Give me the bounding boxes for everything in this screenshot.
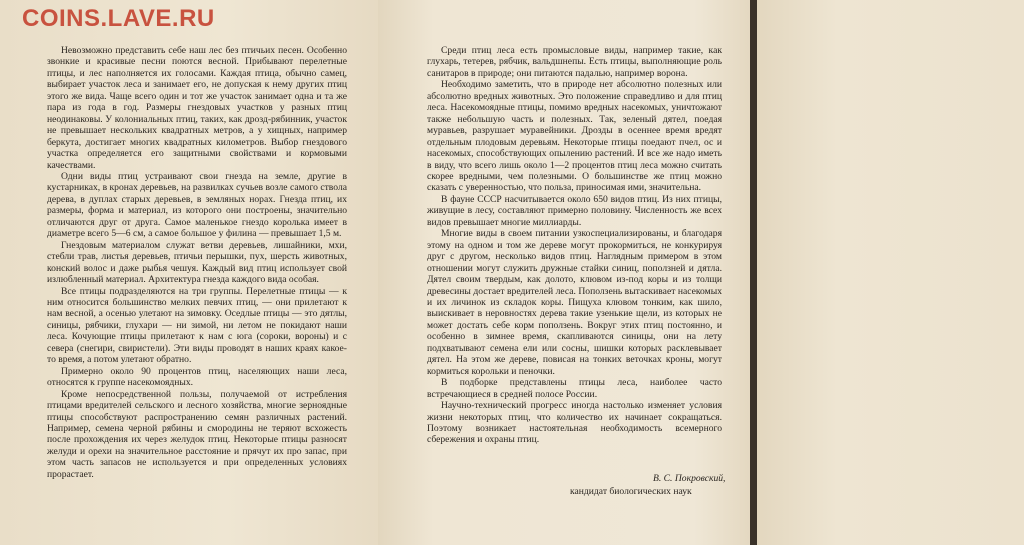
left-paragraph-1: Невозможно представить себе наш лес без птичьих песен. Особенно звонкие и красивые песни поются весной. Прибывают перелетные птицы, и лес наполняется их голосами. Каждая птица, обычно самец, выбирает участок леса и занимает его, не допуская к нему других птиц этого же вида. Чаще всего один и тот же участок занимает одна и та же пара из года в год. Размеры гнездовых участков у разных птиц неодинаковы. У колониальных птиц, таких, как дрозд-рябинник, участок не превышает нескольких квадратных метров, а у хищных, например беркута, достигает многих квадратных километров. Выбор гнездового участка определяется его защитными свойствами и кормовыми качествами. [47,45,347,171]
middle-paragraph-2: Необходимо заметить, что в природе нет абсолютно полезных или абсолютно вредных животных. Это положение справедливо и для птиц леса. Насекомоядные птицы, помимо вредных насекомых, уничтожают также небольшую часть и полезных. Так, зеленый дятел, поедая муравьев, разрушает муравейники. Дрозды в осеннее время вредят отдельным плодовым деревьям. Некоторые птицы поедают пчел, ос и насекомых, способствующих опылению растений. И все же надо иметь в виду, что всего лишь около 1—2 процентов птиц леса можно считать скорее вредными, чем полезными. О большинстве же птиц можно сказать с уверенностью, что польза, приносимая ими, значительна. [427,79,722,194]
middle-page [378,0,750,545]
left-paragraph-4: Все птицы подразделяются на три группы. Перелетные птицы — к ним относится большинство мелких певчих птиц, — они прилетают к нам весной, а осенью улетают на зимовку. Оседлые птицы — это дятлы, синицы, рябчики, глухари — ни зимой, ни летом не покидают наши леса. Кочующие птицы прилетают к нам с юга (сороки, вороны) и с севера (снегири, свиристели). Эти виды проводят в наших краях какое-то время, а потом улетают обратно. [47,285,347,366]
page-gap [750,0,757,545]
right-page-blank [757,0,1024,545]
signature-name: В. С. Покровский, [653,473,726,484]
signature-title: кандидат биологических наук [570,486,692,497]
middle-paragraph-5: В подборке представлены птицы леса, наиболее часто встречающиеся в средней полосе России. [427,377,722,400]
left-page-text [47,45,347,480]
middle-paragraph-6: Научно-технический прогресс иногда настолько изменяет условия жизни некоторых птиц, что количество их начинает сокращаться. Поэтому возникает настоятельная необходимость всемерного сбережения и охраны птиц. [427,400,722,446]
middle-paragraph-1: Среди птиц леса есть промысловые виды, например такие, как глухарь, тетерев, рябчик, вальдшнепы. Есть птицы, выполняющие роль санитаров в природе; они питаются падалью, например ворона. [427,45,722,79]
middle-page-text [427,45,722,446]
left-paragraph-6: Кроме непосредственной пользы, получаемой от истребления птицами вредителей сельского и лесного хозяйства, многие зерноядные птицы способствуют распространению семян различных растений. Например, семена черной рябины и смородины не теряют всхожесть после прохождения их через желудок птиц. Некоторые птицы разносят желуди и орехи на значительное расстояние и прячут их про запас, при этом часть запасов не используется и при определенных условиях прорастает. [47,388,347,480]
left-paragraph-5: Примерно около 90 процентов птиц, населяющих наши леса, относятся к группе насекомоядных. [47,365,347,389]
middle-paragraph-3: В фауне СССР насчитывается около 650 видов птиц. Из них птицы, живущие в лесу, составляют примерно половину. Численность же всех видов превышает многие миллиарды. [427,193,722,228]
left-page [0,0,378,545]
watermark: COINS.LAVE.RU [22,5,215,32]
middle-paragraph-4: Многие виды в своем питании узкоспециализированы, и благодаря этому на одном и том же дереве могут прокормиться, не конкурируя друг с другом, несколько видов птиц. Наглядным примером в этом отношении могут служить дружные стайки синиц, поползней и дятла. Дятел своим твердым, как долото, клювом из-под коры и из толщи древесины достает вредителей леса. Поползень вытаскивает насекомых и их личинок из складок коры. Пищуха клювом тонким, как шило, выискивает в неровностях дерева такие узенькие щели, из которых не может достать себе корм поползень. Вокруг этих птиц постоянно, и особенно в зимнее время, скапливаются синицы, они на лету подхватывают семена ели или сосны, шишки которых расклевывает дятел. На этом же дереве, повисая на тонких веточках кроны, могут кормиться корольки и пеночки. [427,228,722,377]
left-paragraph-3: Гнездовым материалом служат ветви деревьев, лишайники, мхи, стебли трав, листья деревьев, птичьи перышки, пух, шерсть животных, конский волос и даже рыбья чешуя. Каждый вид птиц использует свой излюбленный материал. Архитектура гнезда каждого вида особая. [47,239,347,286]
left-paragraph-2: Одни виды птиц устраивают свои гнезда на земле, другие в кустарниках, в кронах деревьев, на развилках сучьев возле самого ствола дерева, в дуплах старых деревьев, в земляных норах. Гнезда птиц, их размеры, форма и материал, из которого они построены, значительно отличаются друг от друга. Самое маленькое гнездо королька имеет в диаметре всего 5—6 см, а самое большое у филина — превышает 1,5 м. [47,170,347,240]
